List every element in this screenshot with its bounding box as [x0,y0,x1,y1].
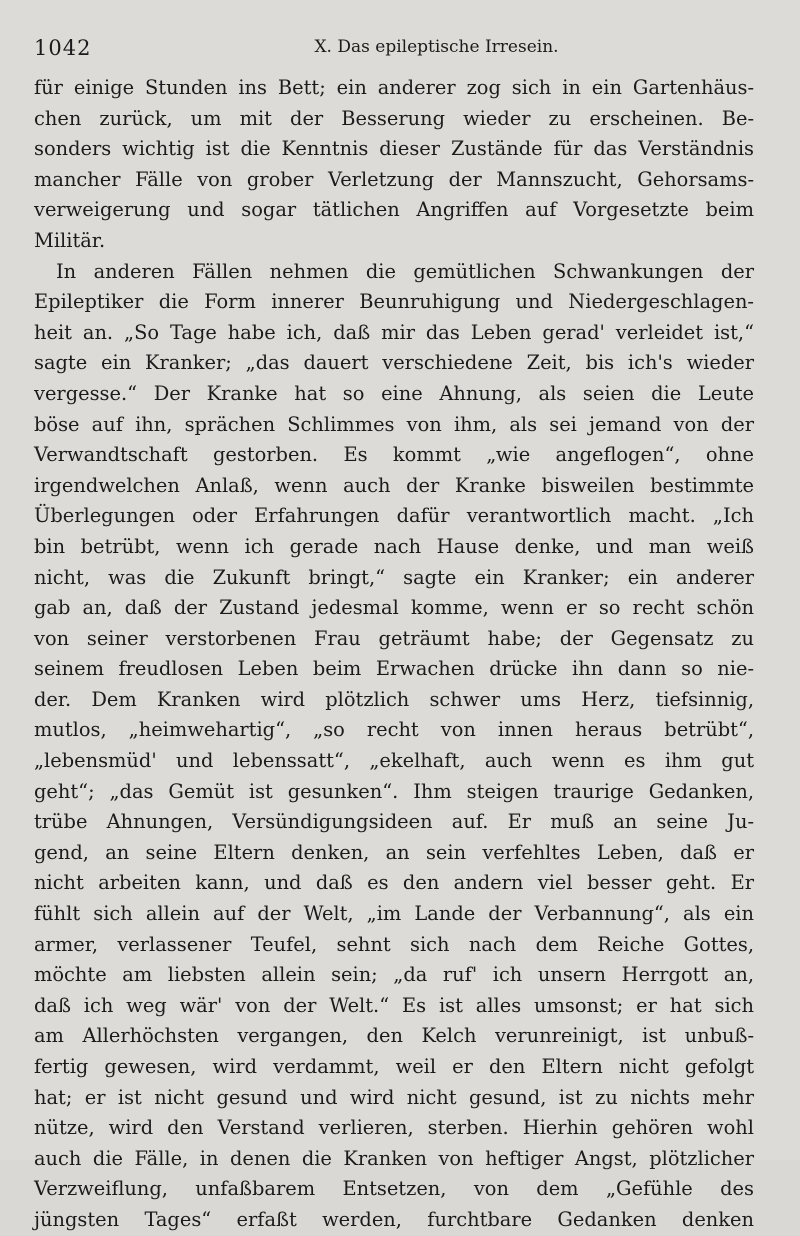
text-line: nütze, wird den Verstand verlieren, sterben. Hierhin gehören wohl [34,1116,754,1140]
text-line: von seiner verstorbenen Frau geträumt habe; der Gegensatz zu [34,626,754,650]
running-head: X. Das epileptische Irresein. [314,37,559,57]
page-number: 1042 [34,36,92,60]
text-line: nicht arbeiten kann, und daß es den andern viel besser geht. Er [34,871,754,895]
text-line: fertig gewesen, wird verdammt, weil er den Eltern nicht gefolgt [34,1055,754,1078]
text-line: der. Dem Kranken wird plötzlich schwer ums Herz, tiefsinnig, [34,687,754,711]
text-line: am Allerhöchsten vergangen, den Kelch verunreinigt, ist unbuß- [34,1024,754,1048]
text-line: chen zurück, um mit der Besserung wieder zu erscheinen. Be- [34,106,754,130]
text-line: „lebensmüd' und lebenssatt“, „ekelhaft, auch wenn es ihm gut [34,749,754,773]
text-line: daß ich weg wär' von der Welt.“ Es ist alles umsonst; er hat sich [34,993,754,1017]
text-line: fühlt sich allein auf der Welt, „im Lande der Verbannung“, als ein [34,902,754,926]
text-line: böse auf ihn, sprächen Schlimmes von ihm, als sei jemand von der [34,412,754,436]
text-line: gab an, daß der Zustand jedesmal komme, wenn er so recht schön [34,596,754,620]
text-line: mancher Fälle von grober Verletzung der Mannszucht, Gehorsams- [34,167,754,191]
text-line: sonders wichtig ist die Kenntnis dieser Zustände für das Verständnis [34,137,754,161]
text-line: seinem freudlosen Leben beim Erwachen drücke ihn dann so nie- [34,657,754,681]
text-line: heit an. „So Tage habe ich, daß mir das Leben gerad' verleidet ist,“ [34,320,754,344]
text-line: hat; er ist nicht gesund und wird nicht gesund, ist zu nichts mehr [34,1085,754,1109]
text-line: möchte am liebsten allein sein; „da ruf' ich unsern Herrgott an, [34,963,754,987]
text-line: nicht, was die Zukunft bringt,“ sagte ein Kranker; ein anderer [34,565,754,589]
text-line: mutlos, „heimwehartig“, „so recht von innen heraus betrübt“, [34,718,754,742]
text-line: trübe Ahnungen, Versündigungsideen auf. Er muß an seine Ju- [34,810,754,834]
text-line: Verwandtschaft gestorben. Es kommt „wie angeflogen“, ohne [34,443,754,467]
text-line: jüngsten Tages“ erfaßt werden, furchtbare Gedanken denken [34,1207,754,1231]
text-line: Militär. [34,228,106,252]
page-header [34,30,769,62]
text-line: Epileptiker die Form innerer Beunruhigung und Niedergeschlagen- [34,290,754,314]
text-line: auch die Fälle, in denen die Kranken von heftiger Angst, plötzlicher [34,1146,754,1170]
text-line: irgendwelchen Anlaß, wenn auch der Kranke bisweilen bestimmte [34,473,754,497]
text-line: armer, verlassener Teufel, sehnt sich nach dem Reiche Gottes, [34,932,754,956]
text-line: gend, an seine Eltern denken, an sein verfehltes Leben, daß er [34,840,754,864]
text-line: Verzweiflung, unfaßbarem Entsetzen, von dem „Gefühle des [34,1177,754,1201]
text-line: verweigerung und sogar tätlichen Angriffen auf Vorgesetzte beim [34,198,754,222]
text-line: sagte ein Kranker; „das dauert verschiedene Zeit, bis ich's wieder [34,351,754,375]
body-text [34,73,754,1236]
text-line: geht“; „das Gemüt ist gesunken“. Ihm steigen traurige Gedanken, [34,779,754,803]
text-line: für einige Stunden ins Bett; ein anderer zog sich in ein Gartenhäus- [34,76,754,99]
paragraph-start-line: In anderen Fällen nehmen die gemütlichen Schwankungen der [56,259,754,283]
text-line: bin betrübt, wenn ich gerade nach Hause denke, und man weiß [34,534,754,558]
text-line: Überlegungen oder Erfahrungen dafür verantwortlich macht. „Ich [34,504,754,528]
text-line: vergesse.“ Der Kranke hat so eine Ahnung, als seien die Leute [34,381,754,405]
